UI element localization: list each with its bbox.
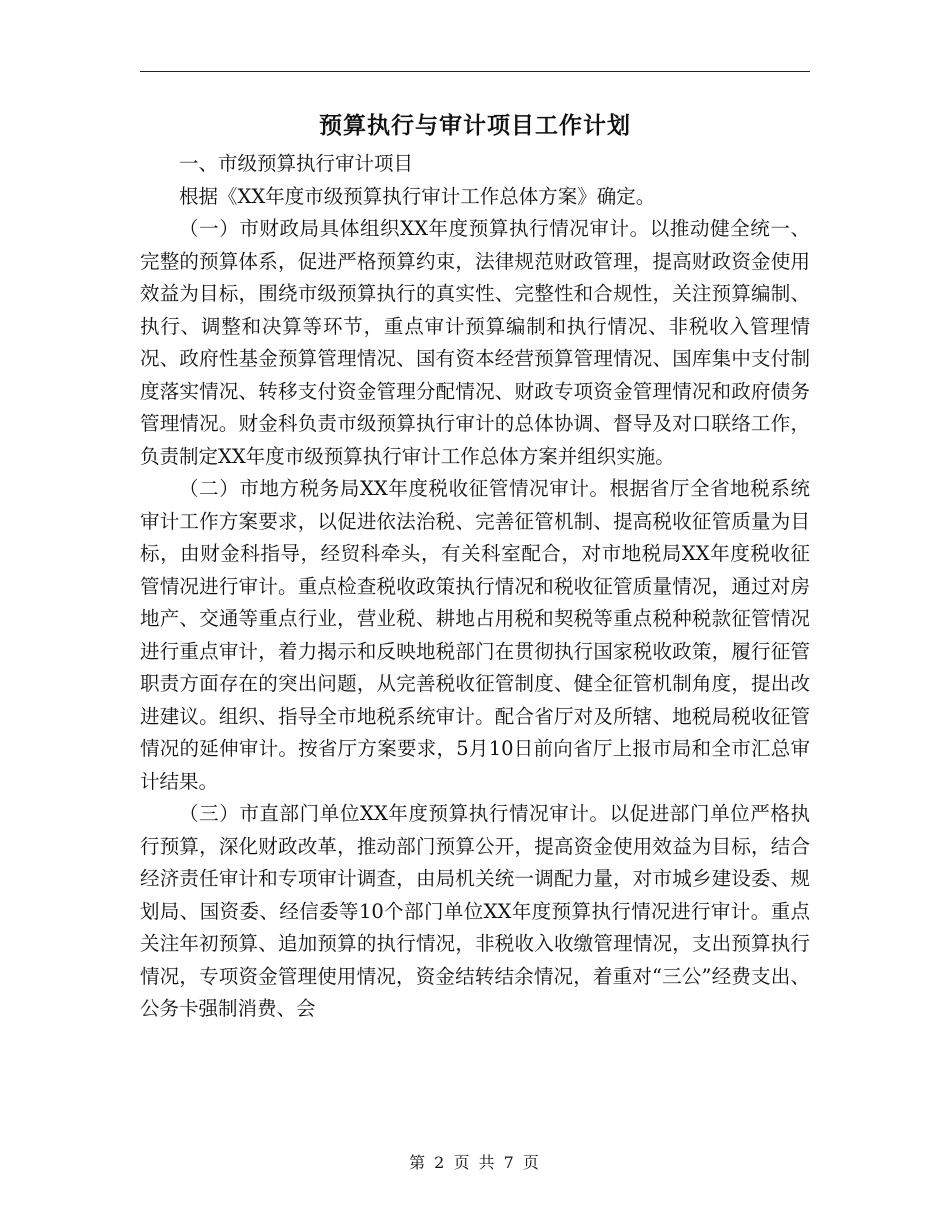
section-heading: 一、市级预算执行审计项目 [179, 152, 414, 175]
paragraph: （三）市直部门单位XX年度预算执行情况审计。以促进部门单位严格执行预算，深化财政改革，推动部门预算公开，提高资金使用效益为目标，结合经济责任审计和专项审计调查，由局机关统一调配力量，对市城乡建设委、规划局、国资委、经信委等10个部门单位XX年度预算执行情况进行审计。重点关注年初预算、追加预算的执行情况，非税收入收缴管理情况，支出预算执行情况，专项资金管理使用情况，资金结转结余情况，着重对“三公”经费支出、公务卡强制消费、会 [140, 802, 810, 1020]
page-number: 第 2 页 共 7 页 [409, 1153, 541, 1172]
header-rule [140, 71, 810, 72]
document-body [140, 148, 810, 1026]
document-title: 预算执行与审计项目工作计划 [319, 112, 631, 139]
paragraph: （二）市地方税务局XX年度税收征管情况审计。根据省厅全省地税系统审计工作方案要求，以促进依法治税、完善征管机制、提高税收征管质量为目标，由财金科指导，经贸科牵头，有关科室配合，对市地税局XX年度税收征管情况进行审计。重点检查税收政策执行情况和税收征管质量情况，通过对房地产、交通等重点行业，营业税、耕地占用税和契税等重点税种税款征管情况进行重点审计，着力揭示和反映地税部门在贯彻执行国家税收政策，履行征管职责方面存在的突出问题，从完善税收征管制度、健全征管机制角度，提出改进建议。组织、指导全市地税系统审计。配合省厅对及所辖、地税局税收征管情况的延伸审计。按省厅方案要求，5月10日前向省厅上报市局和全市汇总审计结果。 [140, 477, 810, 793]
paragraph: 根据《XX年度市级预算执行审计工作总体方案》确定。 [179, 184, 656, 208]
paragraph: （一）市财政局具体组织XX年度预算执行情况审计。以推动健全统一、完整的预算体系，促进严格预算约束，法律规范财政管理，提高财政资金使用效益为目标，围绕市级预算执行的真实性、完整性和合规性，关注预算编制、执行、调整和决算等环节，重点审计预算编制和执行情况、非税收入管理情况、政府性基金预算管理情况、国有资本经营预算管理情况、国库集中支付制度落实情况、转移支付资金管理分配情况、财政专项资金管理情况和政府债务管理情况。财金科负责市级预算执行审计的总体协调、督导及对口联络工作，负责制定XX年度市级预算执行审计工作总体方案并组织实施。 [140, 217, 810, 468]
